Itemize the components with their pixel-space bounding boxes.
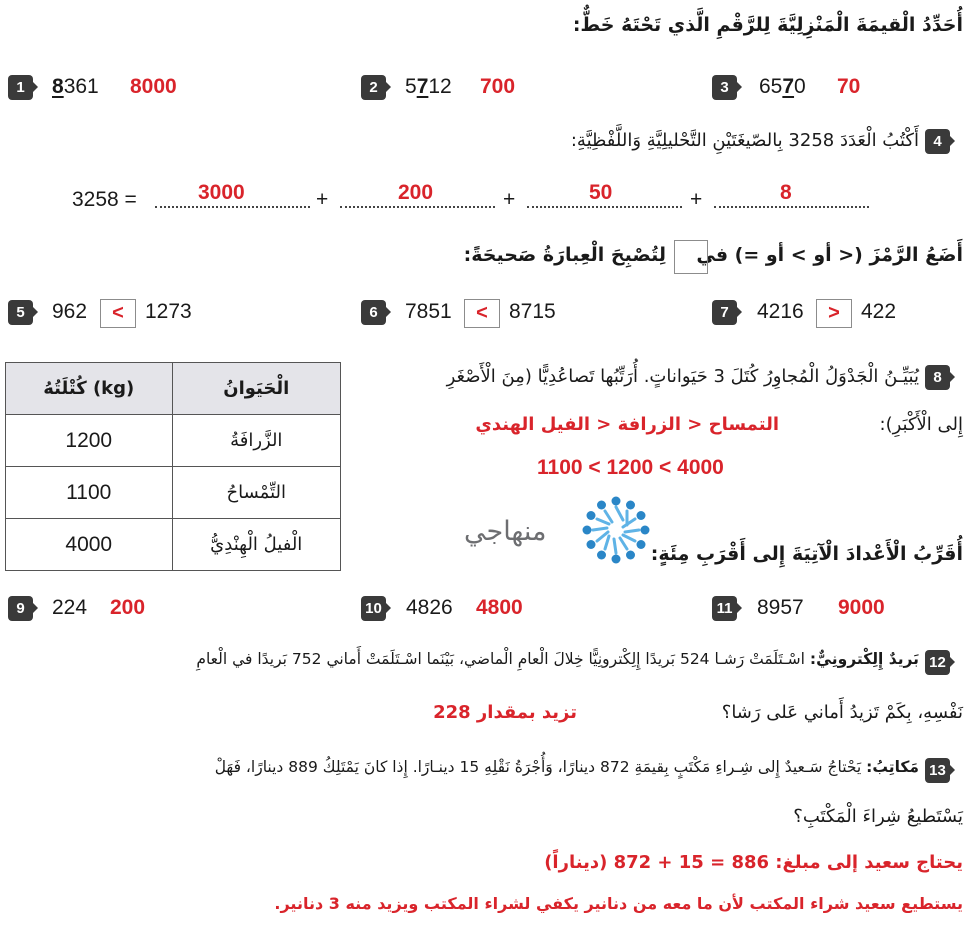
q12-line1: بَريدٌ إِلِكْترونِيٌّ: اسْـتَلَمَتْ رَشـا 524 بَريدًا إِلِكْترونِيًّا خِلالَ الْعامِ الْماضي، بَيْنَما اسْـتَلَمَتْ أَماني 752 بَريدًا في الْعامِ [196,650,919,668]
section1-heading: أُحَدِّدُ الْقيمَةَ الْمَنْزِلِيَّةَ لِلرَّقْمِ الَّذي تَحْتَهُ خَطٌّ: [572,14,963,36]
q13-answer1: يحتاج سعيد إلى مبلغ: 886 = 15 + 872 (ديناراً) [544,852,963,873]
item-badge-3: 3 [712,75,737,100]
round-value: 4826 [406,596,453,619]
round-value: 224 [52,596,88,619]
compare-left: 4216 [757,300,804,323]
answer-blank [527,206,682,208]
q4-lhs: 3258 = [72,188,137,211]
answer-3: 70 [837,75,861,98]
answer-2: 700 [480,75,516,98]
table-header-mass: كُتْلَتُهُ (kg) [6,363,173,415]
q13-label: مَكاتِبُ: [866,758,919,776]
item-badge-8: 8 [925,365,950,390]
table-header-row [6,363,341,415]
underlined-digit: 8 [52,75,64,98]
q4-answer-thousands: 3000 [198,181,245,204]
answer-10: 4800 [476,596,523,619]
table-cell-mass: 1100 [6,467,173,519]
underlined-digit: 7 [416,75,429,98]
q4-answer-ones: 8 [780,181,792,204]
q13-line1: مَكاتِبُ: يَحْتاجُ سَـعيدٌ إِلى شِـراءِ مَكْتَبٍ بِقيمَةِ 872 دينارًا، وَأُجْرَةُ نَقْلِهِ 15 دينـارًا. إِذا كانَ يَمْتَلِكُ 889 دينارًا، فَهَلْ [214,758,919,776]
compare-right: 8715 [509,300,556,323]
compare-symbol-box: < [100,299,136,328]
q8-text-line2: إِلى الْأَكْبَرِ): [879,414,963,435]
q8-text-line1: يُبَيِّـنُ الْجَدْوَلُ الْمُجاوِرُ كُتَلَ 3 حَيَواناتٍ. أُرَتِّبُها تَصاعُدِيًّا (مِنَ الْأَصْغَرِ [446,366,919,387]
table-cell-animal: الزَّرافَةُ [172,415,341,467]
place-value-number: 5712 [405,75,452,98]
item-badge-5: 5 [8,300,33,325]
item-badge-10: 10 [361,596,386,621]
compare-right: 1273 [145,300,192,323]
round-value: 8957 [757,596,804,619]
compare-left: 7851 [405,300,452,323]
table-row [6,467,341,519]
compare-right: 422 [861,300,897,323]
section3-heading: أُقَرِّبُ الْأَعْدادَ الْآتِيَةَ إِلى أَقْرَبِ مِئَةٍ: [650,543,963,565]
answer-blank [714,206,869,208]
animals-mass-table [5,362,341,571]
q13-answer2: يستطيع سعيد شراء المكتب لأن ما معه من دنانير يكفي لشراء المكتب ويزيد منه 3 دنانير. [274,894,963,913]
plus-sign: + [503,188,516,211]
item-badge-7: 7 [712,300,737,325]
item-badge-11: 11 [712,596,737,621]
section2-heading-part1: أَضَعُ الرَّمْزَ (< أو > أو =) في [696,244,963,266]
item-badge-2: 2 [361,75,386,100]
answer-11: 9000 [838,596,885,619]
q12-label: بَريدٌ إِلِكْترونِيٌّ: [809,650,919,668]
table-row [6,415,341,467]
item-badge-1: 1 [8,75,33,100]
answer-blank [155,206,310,208]
item-badge-4: 4 [925,129,950,154]
answer-9: 200 [110,596,146,619]
q4-answer-hundreds: 200 [398,181,434,204]
q13-line2: يَسْتَطيعُ شِراءَ الْمَكْتَبِ؟ [793,806,963,827]
item-badge-13: 13 [925,758,950,783]
table-row [6,519,341,571]
table-cell-animal: الْفيلُ الْهِنْدِيُّ [172,519,341,571]
minhaji-logo-text: منهاجي [464,516,547,547]
q12-line2: نَفْسِهِ، بِكَمْ تَزيدُ أَماني عَلى رَشا؟ [721,702,963,723]
place-value-number: 8361 [52,75,99,98]
item-badge-6: 6 [361,300,386,325]
q8-answer-numbers: 1100 < 1200 < 4000 [537,456,724,479]
section2-heading-part2: لِتُصْبِحَ الْعِبارَةُ صَحيحَةً: [463,244,666,266]
minhaji-logo-icon [578,492,654,568]
q4-text: أَكْتُبُ الْعَدَدَ 3258 بِالصّيغَتَيْنِ التَّحْليلِيَّةِ وَاللَّفْظِيَّةِ: [570,130,919,151]
item-badge-12: 12 [925,650,950,675]
compare-symbol-box: > [816,299,852,328]
item-badge-9: 9 [8,596,33,621]
underlined-digit: 7 [782,75,795,98]
table-cell-mass: 4000 [6,519,173,571]
table-header-animal: الْحَيَوانُ [172,363,341,415]
q4-answer-tens: 50 [589,181,613,204]
compare-left: 962 [52,300,88,323]
table-cell-mass: 1200 [6,415,173,467]
place-value-number: 6570 [759,75,806,98]
q8-answer-order: التمساح < الزرافة < الفيل الهندي [475,414,779,435]
answer-1: 8000 [130,75,177,98]
compare-symbol-box: < [464,299,500,328]
q12-answer: تزيد بمقدار 228 [433,702,577,723]
answer-blank [340,206,495,208]
table-cell-animal: التِّمْساحُ [172,467,341,519]
plus-sign: + [690,188,703,211]
plus-sign: + [316,188,329,211]
symbol-placeholder-box [674,240,708,274]
